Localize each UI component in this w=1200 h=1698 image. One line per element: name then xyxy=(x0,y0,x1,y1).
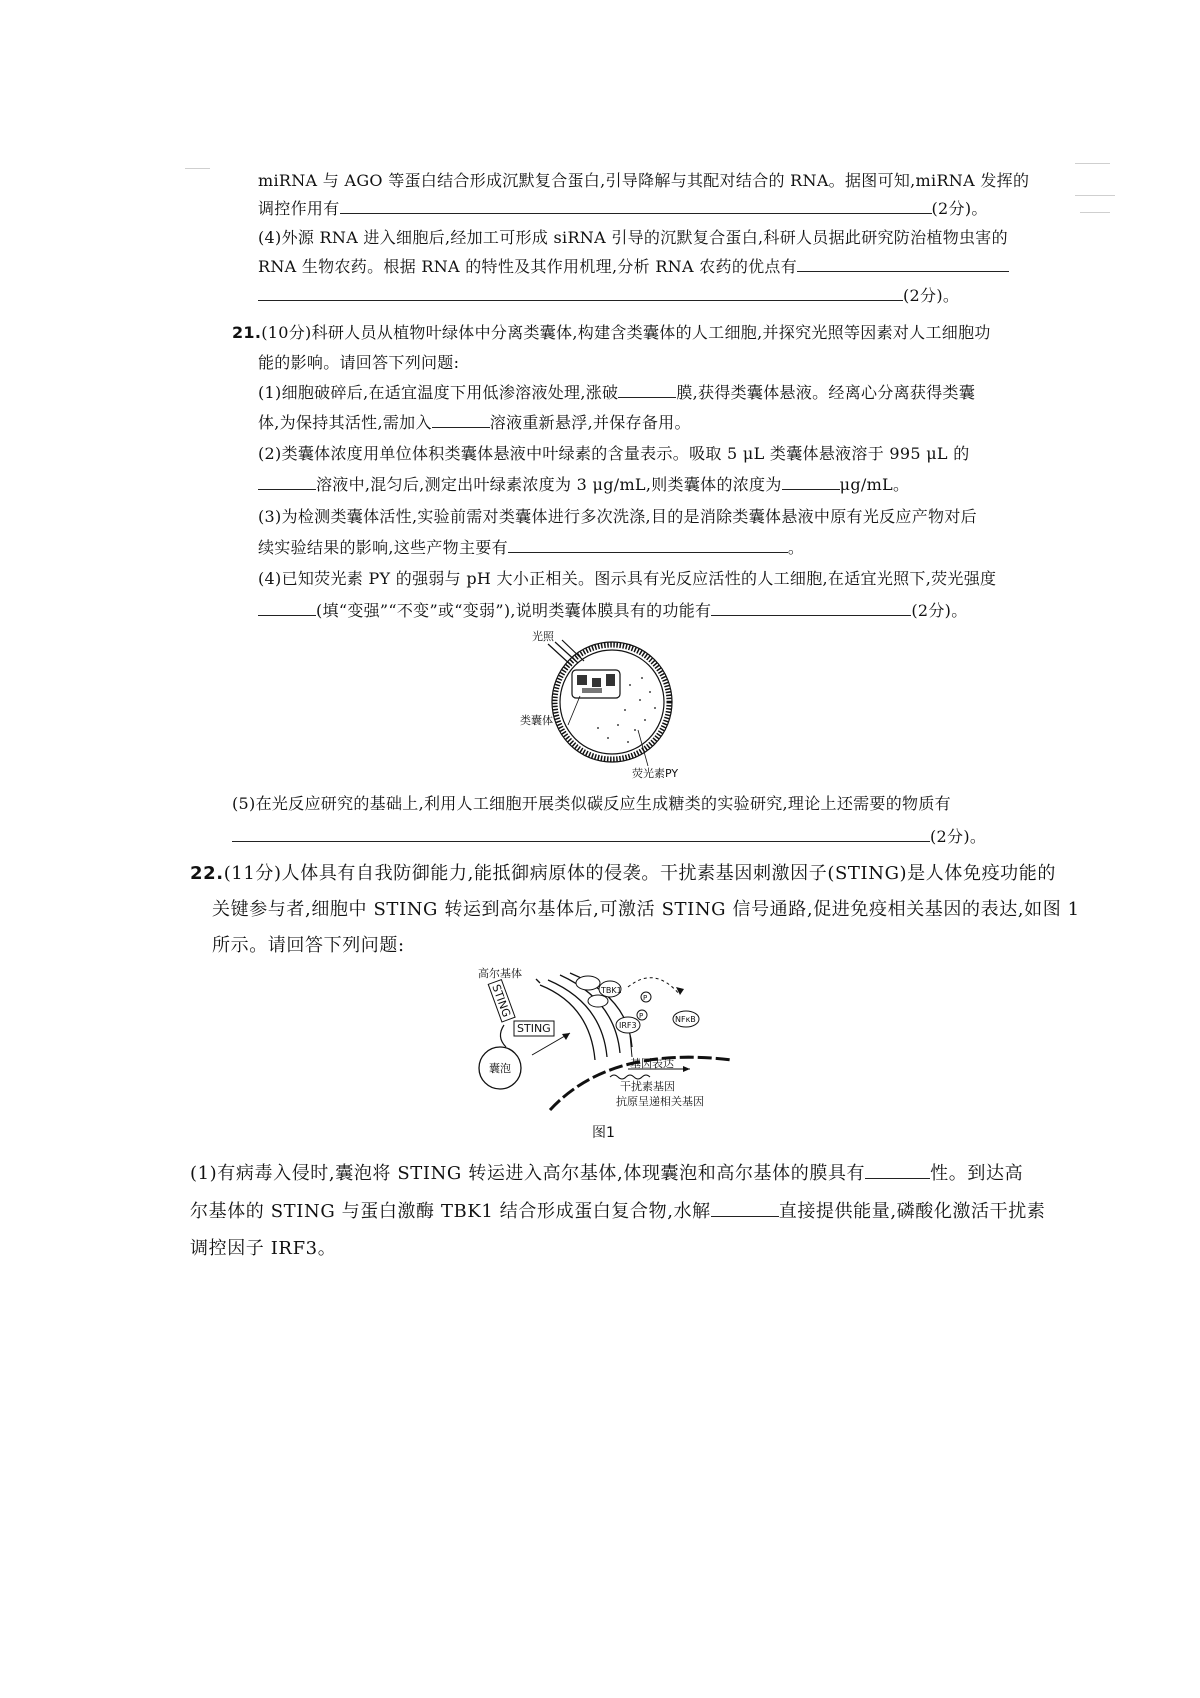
sting-tag-rotated xyxy=(488,980,515,1022)
q21-line-4 xyxy=(258,412,691,434)
label-p-2: P xyxy=(643,994,648,1002)
q22-line-6: 调控因子 IRF3。 xyxy=(190,1238,337,1259)
q22-stem: (11分)人体具有自我防御能力,能抵御病原体的侵袭。干扰素基因刺激因子(STING)是人体免疫功能的 xyxy=(223,863,1056,884)
q21-number: 21. xyxy=(232,323,262,342)
answer-blank[interactable] xyxy=(711,601,911,616)
q21-part3-end: 。 xyxy=(787,538,805,557)
scan-mark xyxy=(1080,212,1110,213)
answer-blank[interactable] xyxy=(340,199,932,214)
q22-part1-text-4: 直接提供能量,磷酸化激活干扰素 xyxy=(778,1201,1046,1222)
q21-part4-score: (2分)。 xyxy=(911,601,968,620)
thylakoid xyxy=(572,670,620,698)
label-sting-2: STING xyxy=(517,1022,551,1035)
q22-line-1 xyxy=(190,863,1056,885)
answer-blank[interactable] xyxy=(258,475,316,490)
answer-blank[interactable] xyxy=(865,1164,930,1179)
q21-part1-text: (1)细胞破碎后,在适宜温度下用低渗溶液处理,涨破 xyxy=(258,383,619,402)
q21-line-2: 能的影响。请回答下列问题: xyxy=(258,353,460,372)
label-antigen-gene: 抗原呈递相关基因 xyxy=(616,1095,704,1108)
label-expression: 基因表达 xyxy=(630,1057,674,1070)
q21-line-10 xyxy=(258,600,968,622)
answer-blank[interactable] xyxy=(258,286,903,301)
vesicle-neck xyxy=(500,1025,506,1047)
q21-part1-text-2: 膜,获得类囊体悬液。经离心分离获得类囊 xyxy=(676,383,976,402)
sting-pathway-figure xyxy=(470,965,740,1115)
label-sting-1: STING xyxy=(489,982,514,1019)
scan-mark xyxy=(1075,163,1110,164)
answer-blank[interactable] xyxy=(618,383,676,398)
q21-part2-text: 溶液中,混匀后,测定出叶绿素浓度为 3 μg/mL,则类囊体的浓度为 xyxy=(316,475,782,494)
expression-arrowhead xyxy=(683,1066,690,1072)
q22-number: 22. xyxy=(190,863,224,884)
q22-line-3: 所示。请回答下列问题: xyxy=(212,935,405,956)
q20-line-5 xyxy=(258,285,959,307)
artificial-cell-diagram xyxy=(520,630,700,780)
q21-stem: (10分)科研人员从植物叶绿体中分离类囊体,构建含类囊体的人工细胞,并探究光照等因素对人工细胞功 xyxy=(261,323,991,342)
q20-line-1: miRNA 与 AGO 等蛋白结合形成沉默复合蛋白,引导降解与其配对结合的 RNA。据图可知,miRNA 发挥的 xyxy=(258,171,1030,190)
q22-line-4 xyxy=(190,1163,1023,1185)
answer-blank[interactable] xyxy=(432,413,490,428)
label-p-1: P xyxy=(639,1012,644,1020)
dna-strand xyxy=(610,1075,650,1079)
q22-part1-text-3: 尔基体的 STING 与蛋白激酶 TBK1 结合形成蛋白复合物,水解 xyxy=(190,1201,711,1222)
thylakoid-pointer xyxy=(568,696,580,725)
q20-score: (2分)。 xyxy=(931,199,988,218)
answer-blank[interactable] xyxy=(782,475,840,490)
q20-line-4 xyxy=(258,256,1009,278)
label-ifn-gene: 干扰素基因 xyxy=(620,1080,675,1093)
q21-part4-text: (填“变强”“不变”或“变弱”),说明类囊体膜具有的功能有 xyxy=(316,601,712,620)
scan-mark xyxy=(185,168,210,169)
q20-line-2 xyxy=(258,198,988,220)
membrane-inner xyxy=(560,650,664,754)
q21-part1-text-4: 溶液重新悬浮,并保存备用。 xyxy=(489,413,691,432)
scan-mark xyxy=(1075,195,1115,196)
answer-blank[interactable] xyxy=(797,257,1009,272)
label-irf3: IRF3 xyxy=(619,1021,637,1030)
q21-line-6 xyxy=(258,474,909,496)
q21-part3-text: 续实验结果的影响,这些产物主要有 xyxy=(258,538,508,557)
q21-line-3 xyxy=(258,382,975,404)
q22-part1-text: (1)有病毒入侵时,囊泡将 STING 转运进入高尔基体,体现囊泡和高尔基体的膜具有 xyxy=(190,1163,866,1184)
label-tbk1: TBK1 xyxy=(601,986,622,995)
q20-score-2: (2分)。 xyxy=(903,286,960,305)
figure-1-caption: 图1 xyxy=(592,1125,615,1141)
q21-line-12 xyxy=(232,826,986,848)
q21-part2-unit: μg/mL。 xyxy=(839,475,910,494)
q21-line-11: (5)在光反应研究的基础上,利用人工细胞开展类似碳反应生成糖类的实验研究,理论上还需要的物质有 xyxy=(232,794,951,813)
answer-blank[interactable] xyxy=(508,538,788,553)
q21-part5-score: (2分)。 xyxy=(930,827,987,846)
label-nfkb: NFκB xyxy=(675,1015,696,1024)
label-vesicle: 囊泡 xyxy=(489,1062,511,1075)
label-golgi: 高尔基体 xyxy=(478,967,522,980)
label-thylakoid: 类囊体 xyxy=(520,714,553,727)
q21-line-9: (4)已知荧光素 PY 的强弱与 pH 大小正相关。图示具有光反应活性的人工细胞,在适宜光照下,荧光强度 xyxy=(258,569,997,588)
q21-line-7: (3)为检测类囊体活性,实验前需对类囊体进行多次洗涤,目的是消除类囊体悬液中原有光反应产物对后 xyxy=(258,507,977,526)
label-py: 荧光素PY xyxy=(632,767,679,780)
membrane-bilayer xyxy=(555,645,669,759)
label-light: 光照 xyxy=(532,630,554,643)
q20-line-3: (4)外源 RNA 进入细胞后,经加工可形成 siRNA 引导的沉默复合蛋白,科研人员据此研究防治植物虫害的 xyxy=(258,228,1008,247)
q22-line-5 xyxy=(190,1201,1045,1223)
q21-line-8 xyxy=(258,537,804,559)
answer-blank[interactable] xyxy=(711,1202,779,1217)
answer-blank[interactable] xyxy=(232,827,930,842)
activation-arrowhead xyxy=(676,987,684,995)
artificial-cell-figure xyxy=(520,630,700,780)
answer-blank[interactable] xyxy=(258,601,316,616)
q20-line-2-text: 调控作用有 xyxy=(258,199,340,218)
q22-line-2: 关键参与者,细胞中 STING 转运到高尔基体后,可激活 STING 信号通路,促进免疫相关基因的表达,如图 1 xyxy=(212,899,1080,920)
q20-line-4-text: RNA 生物农药。根据 RNA 的特性及其作用机理,分析 RNA 农药的优点有 xyxy=(258,257,798,276)
q21-line-5: (2)类囊体浓度用单位体积类囊体悬液中叶绿素的含量表示。吸取 5 μL 类囊体悬液溶于 995 μL 的 xyxy=(258,444,970,463)
q21-part1-text-3: 体,为保持其活性,需加入 xyxy=(258,413,432,432)
sting-pathway-diagram xyxy=(470,965,740,1115)
q22-part1-text-2: 性。到达高 xyxy=(930,1163,1024,1184)
q21-line-1 xyxy=(232,322,991,344)
activation-dashed-arrow xyxy=(628,978,680,995)
